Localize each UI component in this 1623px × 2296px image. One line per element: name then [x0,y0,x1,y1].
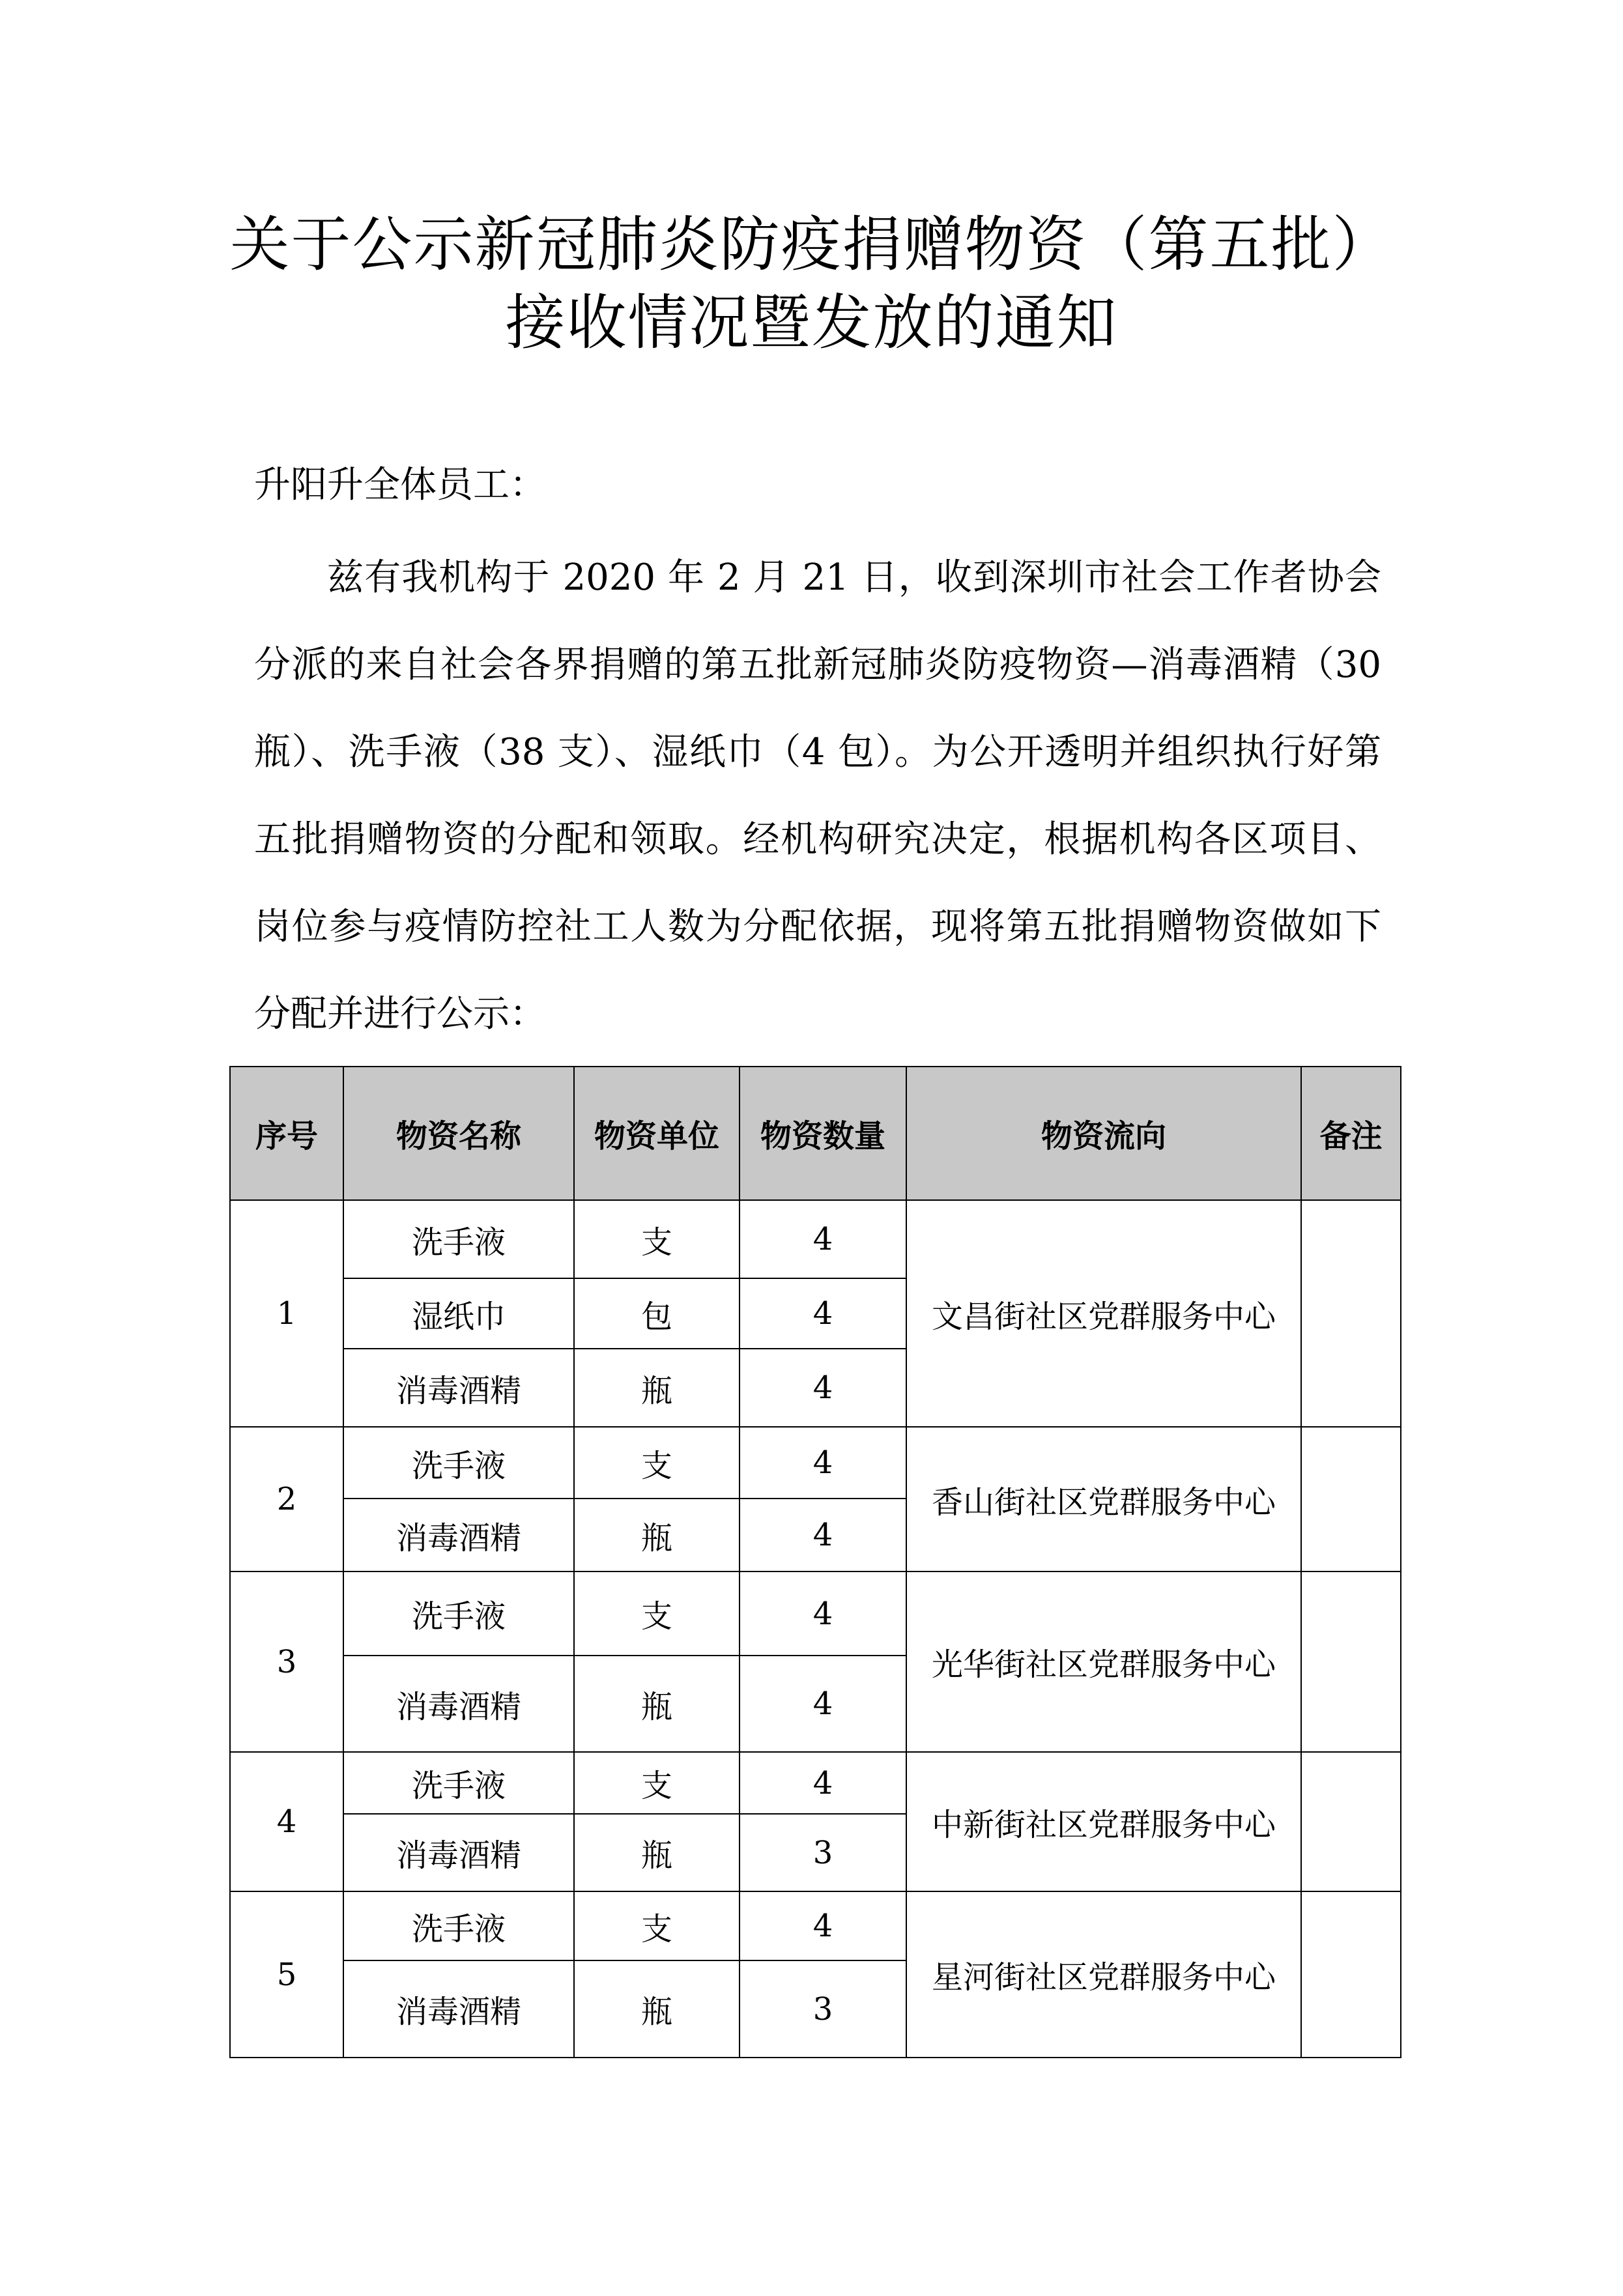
item-quantity: 4 [740,1349,906,1427]
item-quantity: 3 [740,1960,906,2058]
group-destination: 光华街社区党群服务中心 [906,1571,1301,1752]
item-unit: 瓶 [574,1499,740,1571]
item-name: 消毒酒精 [343,1499,574,1571]
item-unit: 支 [574,1427,740,1499]
header-item-quantity: 物资数量 [740,1067,906,1200]
group-number: 5 [230,1891,343,2058]
item-name: 消毒酒精 [343,1656,574,1752]
item-unit: 瓶 [574,1814,740,1891]
item-name: 洗手液 [343,1891,574,1960]
item-unit: 瓶 [574,1349,740,1427]
table-row [230,1891,1401,1960]
item-quantity: 4 [740,1571,906,1656]
item-quantity: 4 [740,1200,906,1278]
item-unit: 支 [574,1752,740,1814]
item-name: 洗手液 [343,1752,574,1814]
item-name: 洗手液 [343,1427,574,1499]
item-quantity: 4 [740,1891,906,1960]
table-row [230,1427,1401,1499]
group-destination: 星河街社区党群服务中心 [906,1891,1301,2058]
item-quantity: 4 [740,1278,906,1349]
header-item-unit: 物资单位 [574,1067,740,1200]
table-row [230,1200,1401,1278]
group-destination: 香山街社区党群服务中心 [906,1427,1301,1571]
distribution-table [229,1066,1401,2058]
group-destination: 中新街社区党群服务中心 [906,1752,1301,1891]
group-number: 4 [230,1752,343,1891]
group-remarks [1301,1891,1401,2058]
body-paragraph: 兹有我机构于 2020 年 2 月 21 日，收到深圳市社会工作者协会分派的来自社会各界捐赠的第五批新冠肺炎防疫物资—消毒酒精（30 瓶）、洗手液（38 支）、湿纸巾（4 包）。为公开透明并组织执行好第五批捐赠物资的分配和领取。经机构研究决定，根据机构各区项目、岗位参与疫情防控社工人数为分配依据，现将第五批捐赠物资做如下分配并进行公示： [254,556,1381,1035]
item-quantity: 4 [740,1499,906,1571]
group-destination: 文昌街社区党群服务中心 [906,1200,1301,1427]
header-destination: 物资流向 [906,1067,1301,1200]
group-remarks [1301,1427,1401,1571]
table-row [230,1752,1401,1814]
item-quantity: 4 [740,1427,906,1499]
item-unit: 支 [574,1891,740,1960]
item-name: 消毒酒精 [343,1349,574,1427]
document-title-line-2: 接收情况暨发放的通知 [505,288,1118,358]
item-name: 湿纸巾 [343,1278,574,1349]
item-unit: 支 [574,1571,740,1656]
item-unit: 支 [574,1200,740,1278]
group-remarks [1301,1571,1401,1752]
table-header-row [230,1067,1401,1200]
group-remarks [1301,1200,1401,1427]
item-unit: 瓶 [574,1960,740,2058]
group-number: 1 [230,1200,343,1427]
group-remarks [1301,1752,1401,1891]
item-quantity: 4 [740,1752,906,1814]
salutation: 升阳升全体员工： [254,464,546,506]
header-remarks: 备注 [1301,1067,1401,1200]
header-item-name: 物资名称 [343,1067,574,1200]
item-unit: 包 [574,1278,740,1349]
document-title-line-1: 关于公示新冠肺炎防疫捐赠物资（第五批） [229,210,1394,280]
item-quantity: 4 [740,1656,906,1752]
item-name: 消毒酒精 [343,1814,574,1891]
item-unit: 瓶 [574,1656,740,1752]
table-row [230,1571,1401,1656]
group-number: 2 [230,1427,343,1571]
item-name: 洗手液 [343,1571,574,1656]
group-number: 3 [230,1571,343,1752]
item-name: 消毒酒精 [343,1960,574,2058]
header-number: 序号 [230,1067,343,1200]
item-quantity: 3 [740,1814,906,1891]
item-name: 洗手液 [343,1200,574,1278]
